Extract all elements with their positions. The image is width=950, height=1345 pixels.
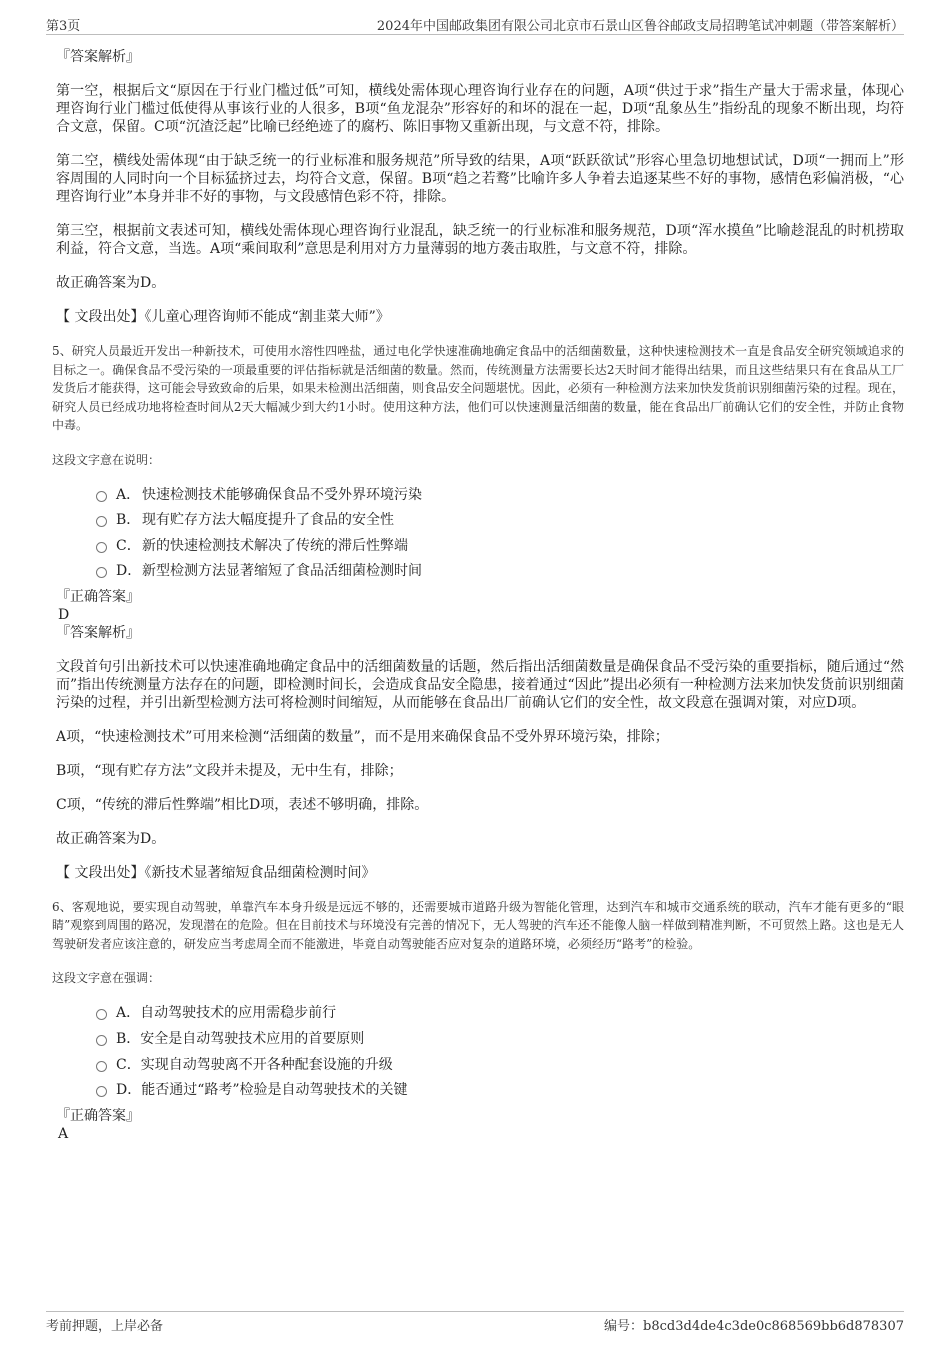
radio-icon[interactable] [96,542,107,553]
q5-answer-label: 『正确答案』 [56,588,140,605]
q5-option-b[interactable]: B． 现有贮存方法大幅度提升了食品的安全性 [96,511,904,537]
q5-analysis-p2: A项，“快速检测技术”可用来检测“活细菌的数量”，而不是用来确保食品不受外界环境污染，排除； [56,728,669,745]
q6-option-b[interactable]: B．安全是自动驾驶技术应用的首要原则 [96,1030,904,1056]
q6-option-d[interactable]: D．能否通过“路考”检验是自动驾驶技术的关键 [96,1081,904,1107]
page-footer [46,1311,904,1334]
document-code: 编号：b8cd3d4de4c3de0c868569bb6d878307 [604,1319,904,1334]
q6-question: 6、客观地说，要实现自动驾驶，单靠汽车本身升级是远远不够的，还需要城市道路升级为智能化管理，达到汽车和城市交通系统的联动，汽车才能有更多的“眼睛”观察到周围的路况，发现潜在的危险。但在目前技术与环境没有完善的情况下，无人驾驶的汽车还不能像人脑一样做到精准判断，不可贸然上路。这也是无人驾驶研发者应该注意的，研发应当考虑周全而不能激进，毕竟自动驾驶能否应对复杂的道路环境，必须经历“路考”的检验。 [52,899,904,951]
radio-icon[interactable] [96,491,107,502]
q5-conclusion: 故正确答案为D。 [56,830,166,847]
radio-icon[interactable] [96,1009,107,1020]
q5-option-d[interactable]: D．新型检测方法显著缩短了食品活细菌检测时间 [96,562,904,588]
radio-icon[interactable] [96,567,107,578]
q4-conclusion: 故正确答案为D。 [56,275,166,291]
document-title: 2024年中国邮政集团有限公司北京市石景山区鲁谷邮政支局招聘笔试冲刺题（带答案解析） [376,19,904,34]
q6-options [96,1004,904,1106]
q4-analysis-p1: 第一空，根据后文“原因在于行业门槛过低”可知，横线处需体现心理咨询行业存在的问题，A项“供过于求”指生产量大于需求量，体现心理咨询行业门槛过低使得从事该行业的人很多，B项“鱼龙混杂”形容好的和坏的混在一起，D项“乱象丛生”指纷乱的现象不断出现，均符合文意，保留。C项“沉渣泛起”比喻已经绝迹了的腐朽、陈旧事物又重新出现，与文意不符，排除。 [56,83,904,135]
radio-icon[interactable] [96,1061,107,1072]
q4-analysis-label: 『答案解析』 [56,49,140,65]
q6-answer: A [58,1125,69,1142]
page-header [46,14,904,35]
q6-option-c[interactable]: C．实现自动驾驶离不开各种配套设施的升级 [96,1056,904,1082]
q5-answer: D [58,606,70,623]
q5-option-c[interactable]: C．新的快速检测技术解决了传统的滞后性弊端 [96,537,904,563]
footer-slogan: 考前押题，上岸必备 [46,1319,164,1334]
q4-source: 【 文段出处】《儿童心理咨询师不能成“割韭菜大师”》 [56,309,390,325]
q4-analysis-p2: 第二空，横线处需体现“由于缺乏统一的行业标准和服务规范”所导致的结果，A项“跃跃欲试”形容心里急切地想试试，D项“一拥而上”形容周围的人同时向一个目标猛挤过去，均符合文意，保留。B项“趋之若鹜”比喻许多人争着去追逐某些不好的事物，感情色彩偏消极，“心理咨询行业”本身并非不好的事物，与文段感情色彩不符，排除。 [56,153,904,205]
q5-analysis-p1: 文段首句引出新技术可以快速准确地确定食品中的活细菌数量的话题，然后指出活细菌数量是确保食品不受污染的重要指标，随后通过“然而”指出传统测量方法存在的问题，即检测时间长，会造成食品安全隐患，接着通过“因此”提出必须有一种检测方法来加快发货前识别细菌污染的过程，并引出新型检测方法可将检测时间缩短，从而能够在食品出厂前确认它们的安全性，故文段意在强调对策，对应D项。 [56,658,904,711]
q6-lead: 这段文字意在强调： [52,971,161,986]
q5-analysis-label: 『答案解析』 [56,624,140,641]
q5-lead: 这段文字意在说明： [52,452,161,467]
page-content [52,46,905,1143]
page-number: 第3页 [46,19,81,34]
q6-answer-label: 『正确答案』 [56,1107,140,1124]
q5-analysis-p4: C项，“传统的滞后性弊端”相比D项，表述不够明确，排除。 [56,796,429,813]
radio-icon[interactable] [96,1035,107,1046]
q4-analysis-p3: 第三空，根据前文表述可知，横线处需体现心理咨询行业混乱，缺乏统一的行业标准和服务规范，D项“浑水摸鱼”比喻趁混乱的时机捞取利益，符合文意，当选。A项“乘间取利”意思是利用对方力量薄弱的地方袭击取胜，与文意不符，排除。 [56,223,904,257]
q5-source: 【 文段出处】《新技术显著缩短食品细菌检测时间》 [56,864,376,881]
radio-icon[interactable] [96,1086,107,1097]
radio-icon[interactable] [96,516,107,527]
q5-options [96,486,904,588]
q5-option-a[interactable]: A． 快速检测技术能够确保食品不受外界环境污染 [96,486,904,512]
q5-question: 5、研究人员最近开发出一种新技术，可使用水溶性四唑盐，通过电化学快速准确地确定食品中的活细菌数量，这种快速检测技术一直是食品安全研究领域追求的目标之一。确保食品不受污染的一项最重要的评估指标就是活细菌的数量。然而，传统测量方法需要长达2天时间才能得出结果，而且这些结果只有在食品从工厂发货后才能获得，这可能会导致致命的后果，如果未检测出活细菌，则食品安全问题堪忧。因此，必须有一种检测方法来加快发货前识别细菌污染的过程。现在，研究人员已经成功地将检查时间从2天大幅减少到大约1小时。使用这种方法，他们可以快速测量活细菌的数量，能在食品出厂前确认它们的安全性，并防止食物中毒。 [52,344,905,432]
q5-analysis-p3: B项，“现有贮存方法”文段并未提及，无中生有，排除； [56,762,403,779]
q6-option-a[interactable]: A．自动驾驶技术的应用需稳步前行 [96,1004,904,1030]
